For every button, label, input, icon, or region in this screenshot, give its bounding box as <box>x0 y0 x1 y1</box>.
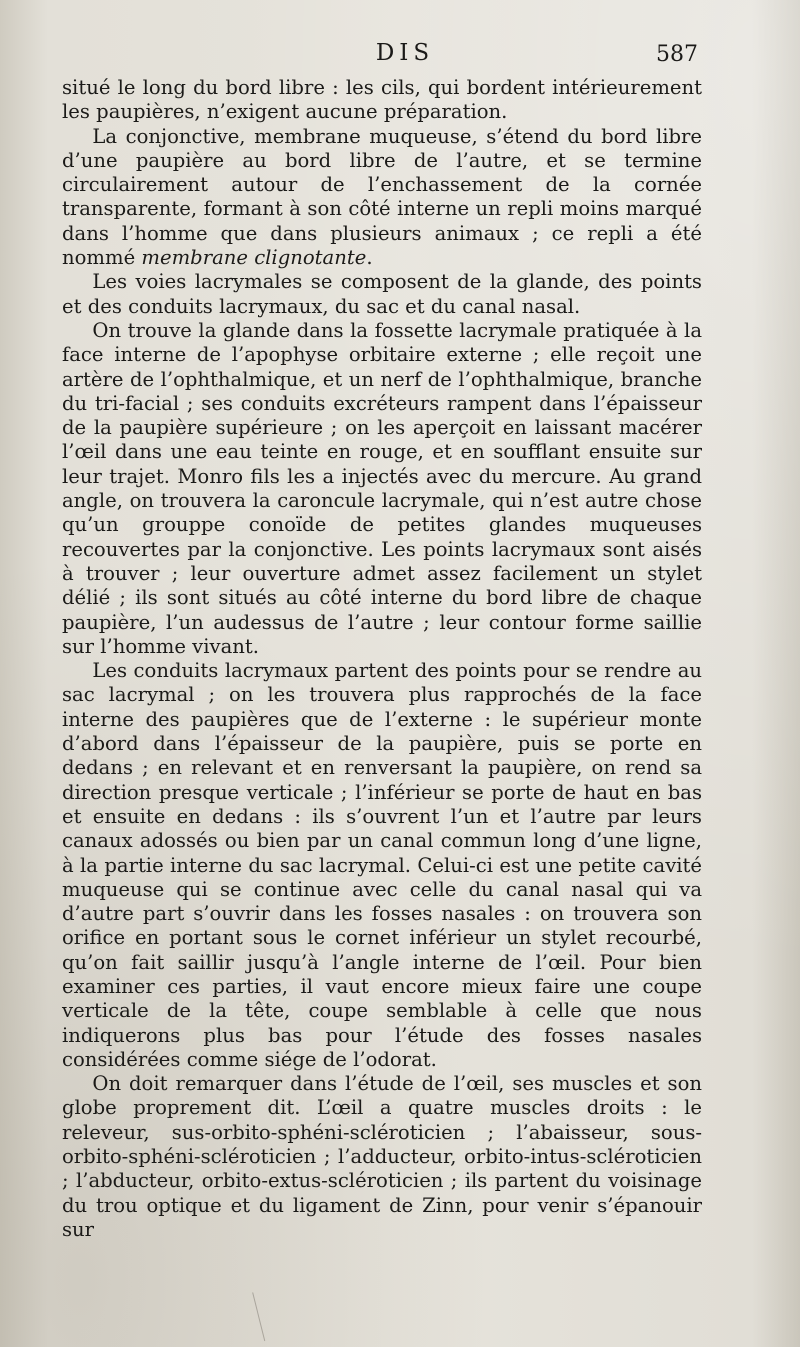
paragraph-punctuation: . <box>366 246 373 270</box>
body-text <box>62 76 702 1242</box>
paragraph-conjonctive <box>62 125 702 271</box>
paragraph-muscles <box>62 1072 702 1242</box>
page-number: 587 <box>656 42 698 67</box>
paper-scratch-mark <box>252 1289 279 1341</box>
paragraph-text: On trouve la glande dans la fossette lacrymale pratiquée à la face interne de l’apophyse orbitaire externe ; elle reçoit une artère de l’ophthalmique, et un nerf de l’ophthalmique, branche du tri-facial ; ses conduits excréteurs rampent dans l’épaisseur de la paupière supérieure ; on les aperçoit en laissant macérer l’œil dans une eau teinte en rouge, et en soufflant ensuite sur leur trajet. Monro fils les a injectés avec du mercure. Au grand angle, on trouvera la caroncule lacrymale, qui n’est autre chose qu’un grouppe conoïde de petites glandes muqueuses recouvertes par la conjonctive. Les points lacrymaux sont aisés à trouver ; leur ouverture admet assez facilement un stylet délié ; ils sont situés au côté interne du bord libre de chaque paupière, l’un audessus de l’autre ; leur contour forme saillie sur l’homme vivant. <box>62 318 702 658</box>
paragraph-continued <box>62 76 702 125</box>
paragraph-text: La conjonctive, membrane muqueuse, s’étend du bord libre d’une paupière au bord libre de l’autre, et se termine circulairement autour de l’enchassement de la cornée transparente, formant à son côté interne un repli moins marqué dans l’homme que dans plusieurs animaux ; ce repli a été nommé <box>62 124 702 270</box>
paragraph-text: Les voies lacrymales se composent de la glande, des points et des conduits lacrymaux, du sac et du canal nasal. <box>62 270 702 318</box>
paragraph-text: On doit remarquer dans l’étude de l’œil, ses muscles et son globe proprement dit. L’œil a quatre muscles droits : le releveur, sus-orbito-sphéni-scléroticien ; l’abaisseur, sous-orbito-sphéni-scléroticien ; l’adducteur, orbito-intus-scléroticien ; l’abducteur, orbito-extus-scléroticien ; ils partent du voisinage du trou optique et du ligament de Zinn, pour venir s’épanouir sur <box>62 1072 702 1241</box>
paragraph-voies-lacrymales <box>62 270 702 319</box>
paragraph-text: situé le long du bord libre : les cils, qui bordent intérieurement les paupières, n’exigent aucune préparation. <box>62 76 702 124</box>
running-head <box>0 40 800 74</box>
italic-term: membrane clignotante <box>141 246 367 270</box>
paragraph-conduits <box>62 659 702 1072</box>
paragraph-text: Les conduits lacrymaux partent des points pour se rendre au sac lacrymal ; on les trouvera plus rapprochés de la face interne des paupières que de l’externe : le supérieur monte d’abord dans l’épaisseur de la paupière, puis se porte en dedans ; en relevant et en renversant la paupière, on rend sa direction presque verticale ; l’inférieur se porte de haut en bas et ensuite en dedans : ils s’ouvrent l’un et l’autre par leurs canaux adossés ou bien par un canal commun long d’une ligne, à la partie interne du sac lacrymal. Celui-ci est une petite cavité muqueuse qui se continue avec celle du canal nasal qui va d’autre part s’ouvrir dans les fosses nasales : on trouvera son orifice en portant sous le cornet inférieur un stylet recourbé, qu’on fait saillir jusqu’à l’angle interne de l’œil. Pour bien examiner ces parties, il vaut encore mieux faire une coupe verticale de la tête, coupe semblable à celle que nous indiquerons plus bas pour l’étude des fosses nasales considérées comme siége de l’odorat. <box>62 659 702 1071</box>
paragraph-glande <box>62 319 702 659</box>
running-head-title: DIS <box>375 40 435 66</box>
